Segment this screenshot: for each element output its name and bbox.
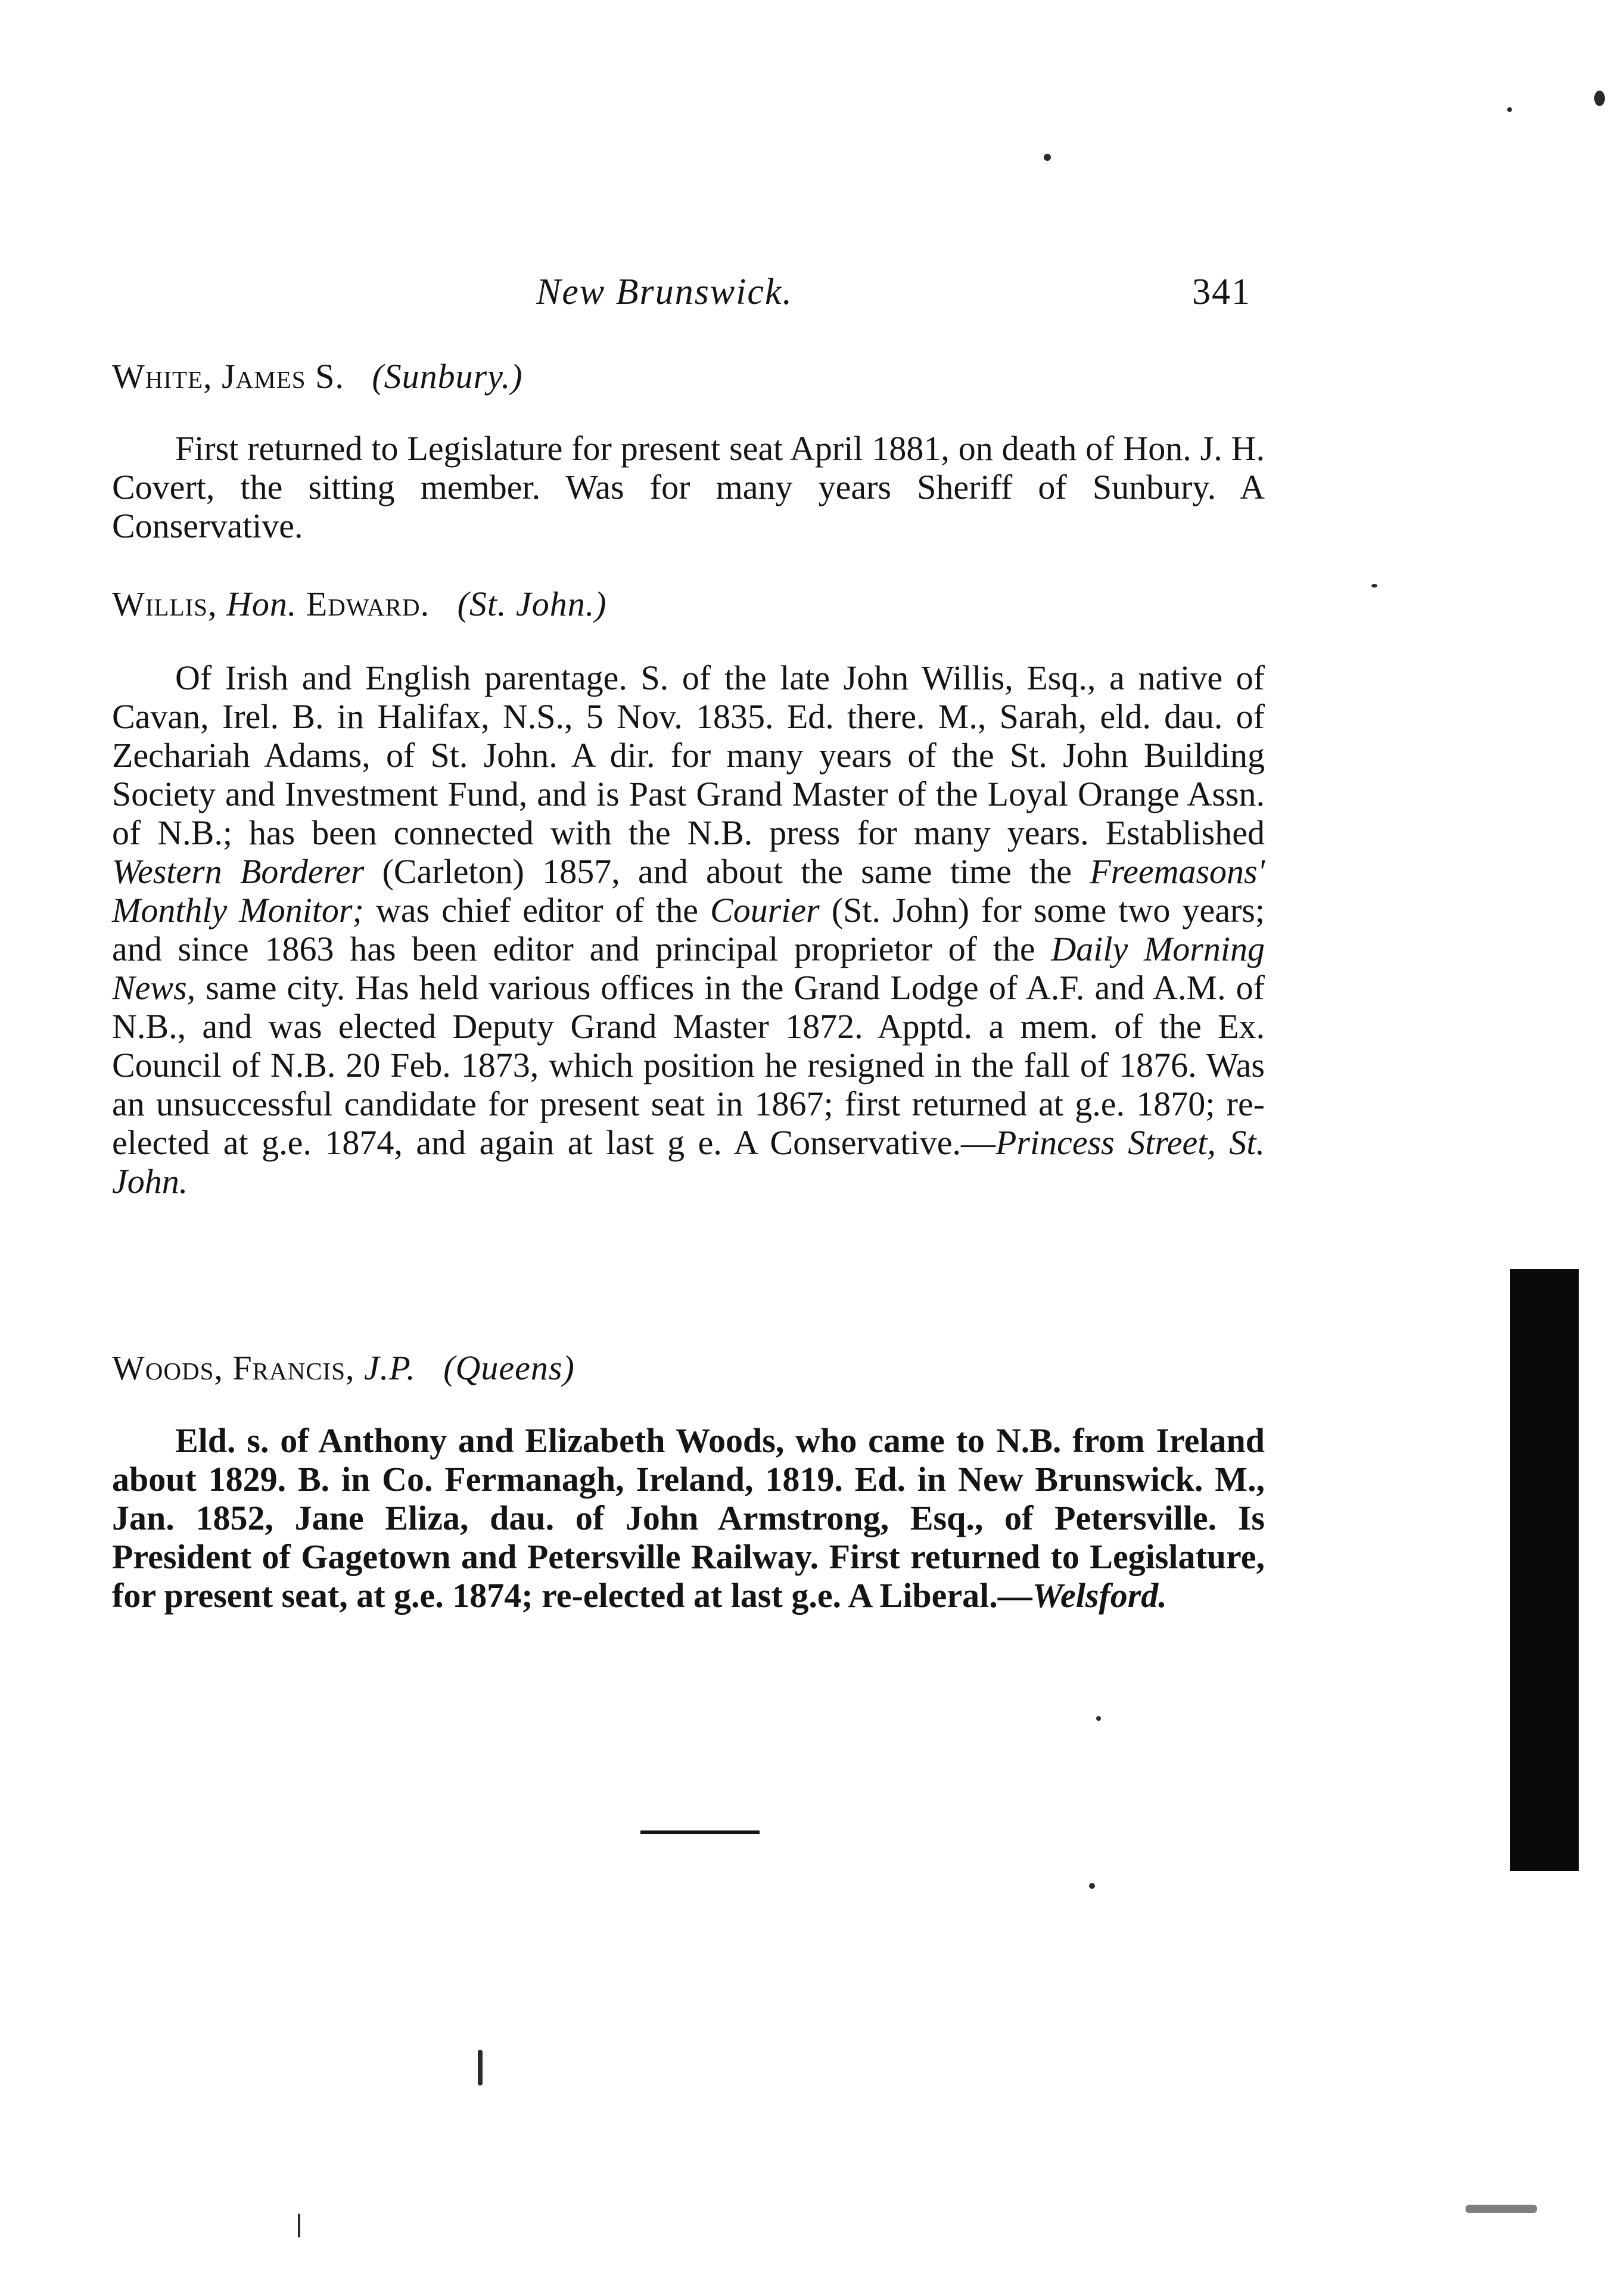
scan-speck — [1371, 584, 1377, 588]
newspaper-title: Freemasons' Monthly Monitor; — [112, 852, 1265, 930]
entry-surname: Willis, — [112, 585, 217, 623]
entry-body-willis — [112, 658, 1265, 1201]
scan-speck — [1044, 154, 1051, 161]
entry-heading-willis — [112, 584, 607, 624]
entry-heading-white — [112, 356, 523, 396]
entry-text: was chief editor of the — [363, 891, 711, 930]
scan-edge-bar — [1510, 1269, 1579, 1871]
entry-text: First returned to Legislature for present seat April 1881, on death of Hon. J. H. Covert, the sitting member. Was for many years Sheriff of Sunbury. A Conservative. — [112, 429, 1265, 545]
entry-given-name: James S. — [222, 357, 344, 396]
entry-address: Princess Street, St. John. — [112, 1123, 1265, 1201]
entry-postnominal: J.P. — [364, 1348, 416, 1387]
entry-text: same city. Has held various offices in the Grand Lodge of A.F. and A.M. of N.B., and was elected Deputy Grand Master 1872. Apptd. a mem. of the Ex. Council of N.B. 20 Feb. 1873, which position he resigned in the fall of 1876. Was an unsuccessful candidate for present seat in 1867; first returned at g.e. 1870; re-elected at g.e. 1874, and again at last g e. A Conservative.— — [112, 968, 1265, 1162]
entry-given-name: Francis, — [232, 1348, 355, 1387]
entry-given-name: Edward. — [306, 585, 430, 623]
entry-text: Eld. s. of Anthony and Elizabeth Woods, who came to N.B. from Ireland about 1829. B. in Co. Fermanagh, Ireland, 1819. Ed. in New Brunswick. M., Jan. 1852, Jane Eliza, dau. of John Armstrong, Esq., of Petersville. Is President of Gagetown and Petersville Railway. First returned to Legislature, for present seat, at g.e. 1874; re-elected at last g.e. A Liberal.— — [112, 1421, 1265, 1615]
entry-address: Welsford. — [1032, 1576, 1167, 1615]
closing-rule — [640, 1830, 760, 1834]
entry-heading-woods — [112, 1348, 575, 1388]
entry-constituency: (Queens) — [443, 1348, 575, 1387]
entry-text: (Carleton) 1857, and about the same time the — [364, 852, 1090, 891]
entry-body-white — [112, 429, 1265, 545]
entry-text: Of Irish and English parentage. S. of the late John Willis, Esq., a native of Cavan, Irel. B. in Halifax, N.S., 5 Nov. 1835. Ed. there. M., Sarah, eld. dau. of Zechariah Adams, of St. John. A dir. for many years of the St. John Building Society and Investment Fund, and is Past Grand Master of the Loyal Orange Assn. of N.B.; has been connected with the N.B. press for many years. Established — [112, 658, 1265, 852]
scan-speck — [1466, 2205, 1537, 2213]
newspaper-title: Western Borderer — [112, 852, 365, 891]
scan-speck — [298, 2214, 300, 2237]
scan-speck — [1507, 107, 1512, 112]
entry-constituency: (Sunbury.) — [372, 357, 523, 396]
entry-constituency: (St. John.) — [457, 585, 607, 623]
running-title: New Brunswick. — [536, 272, 793, 312]
page-number: 341 — [1192, 272, 1251, 312]
scan-speck — [1594, 91, 1605, 106]
entry-surname: White, — [112, 357, 213, 396]
entry-surname: Woods, — [112, 1348, 223, 1387]
entry-honorific: Hon. — [226, 585, 297, 623]
scan-speck — [1096, 1716, 1101, 1721]
scan-speck — [1089, 1883, 1095, 1889]
entry-text: (St. John) for some two years; and since 1863 has been editor and principal proprietor of the — [112, 891, 1265, 968]
entry-body-woods — [112, 1421, 1265, 1615]
scan-speck — [478, 2050, 483, 2086]
running-head — [536, 271, 1251, 325]
newspaper-title: Daily Morning News, — [112, 930, 1265, 1007]
newspaper-title: Courier — [710, 891, 820, 930]
